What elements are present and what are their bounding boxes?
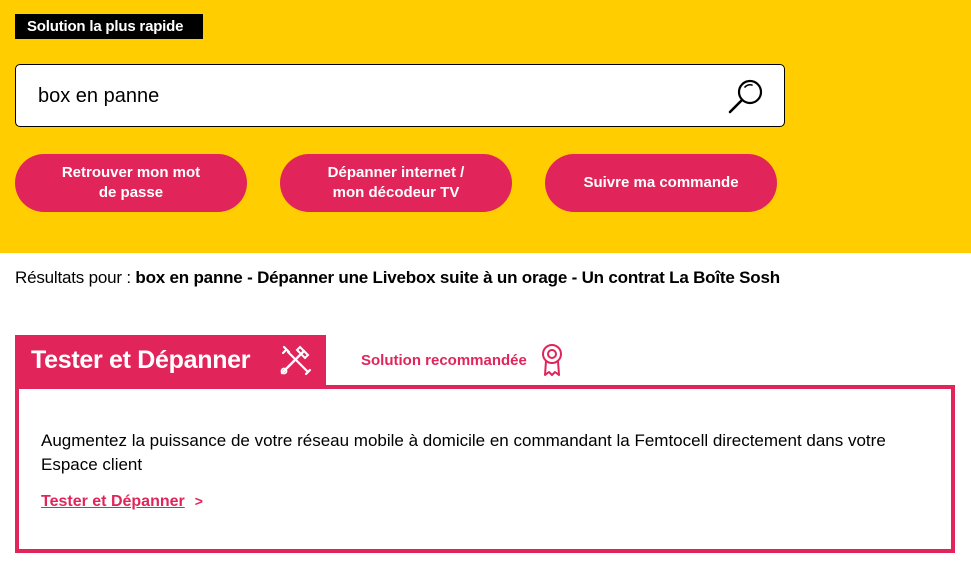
quick-link-password[interactable] xyxy=(15,154,247,212)
fastest-solution-tag: Solution la plus rapide xyxy=(15,14,203,39)
solution-tab xyxy=(15,335,326,385)
chevron-right-icon: > xyxy=(194,493,203,509)
tools-icon xyxy=(278,343,312,377)
results-query[interactable]: box en panne xyxy=(135,268,243,287)
results-prefix: Résultats pour : xyxy=(15,268,136,287)
quick-link-label: Suivre ma commande xyxy=(583,174,739,191)
quick-link-label: Retrouver mon mot xyxy=(61,164,201,181)
recommended-solution xyxy=(361,343,565,377)
search-button[interactable] xyxy=(726,77,766,117)
search-input[interactable] xyxy=(38,77,698,115)
solution-description: Augmentez la puissance de votre réseau mobile à domicile en commandant la Femtocell directement dans votre Espace client xyxy=(41,431,886,474)
quick-link-order-tracking[interactable] xyxy=(545,154,777,212)
solution-card xyxy=(15,385,955,553)
recommended-label: Solution recommandée xyxy=(361,351,527,369)
quick-link-label: Dépanner internet / xyxy=(327,164,465,181)
solution-link[interactable] xyxy=(41,493,203,511)
solution-tab-title: Tester et Dépanner xyxy=(31,345,251,374)
quick-link-label: de passe xyxy=(98,184,164,201)
results-separator: - xyxy=(242,268,258,287)
hero-banner xyxy=(0,0,971,253)
solution-link-label[interactable]: Tester et Dépanner xyxy=(41,493,185,510)
award-ribbon-icon xyxy=(539,343,565,377)
search-box[interactable] xyxy=(15,64,785,127)
quick-link-label: mon décodeur TV xyxy=(332,184,460,201)
results-separator: - xyxy=(567,268,582,287)
quick-link-troubleshoot[interactable] xyxy=(280,154,512,212)
results-line xyxy=(15,268,780,288)
results-item[interactable]: Un contrat La Boîte Sosh xyxy=(581,268,780,287)
search-icon xyxy=(726,77,766,117)
results-item[interactable]: Dépanner une Livebox suite à un orage xyxy=(257,268,568,287)
